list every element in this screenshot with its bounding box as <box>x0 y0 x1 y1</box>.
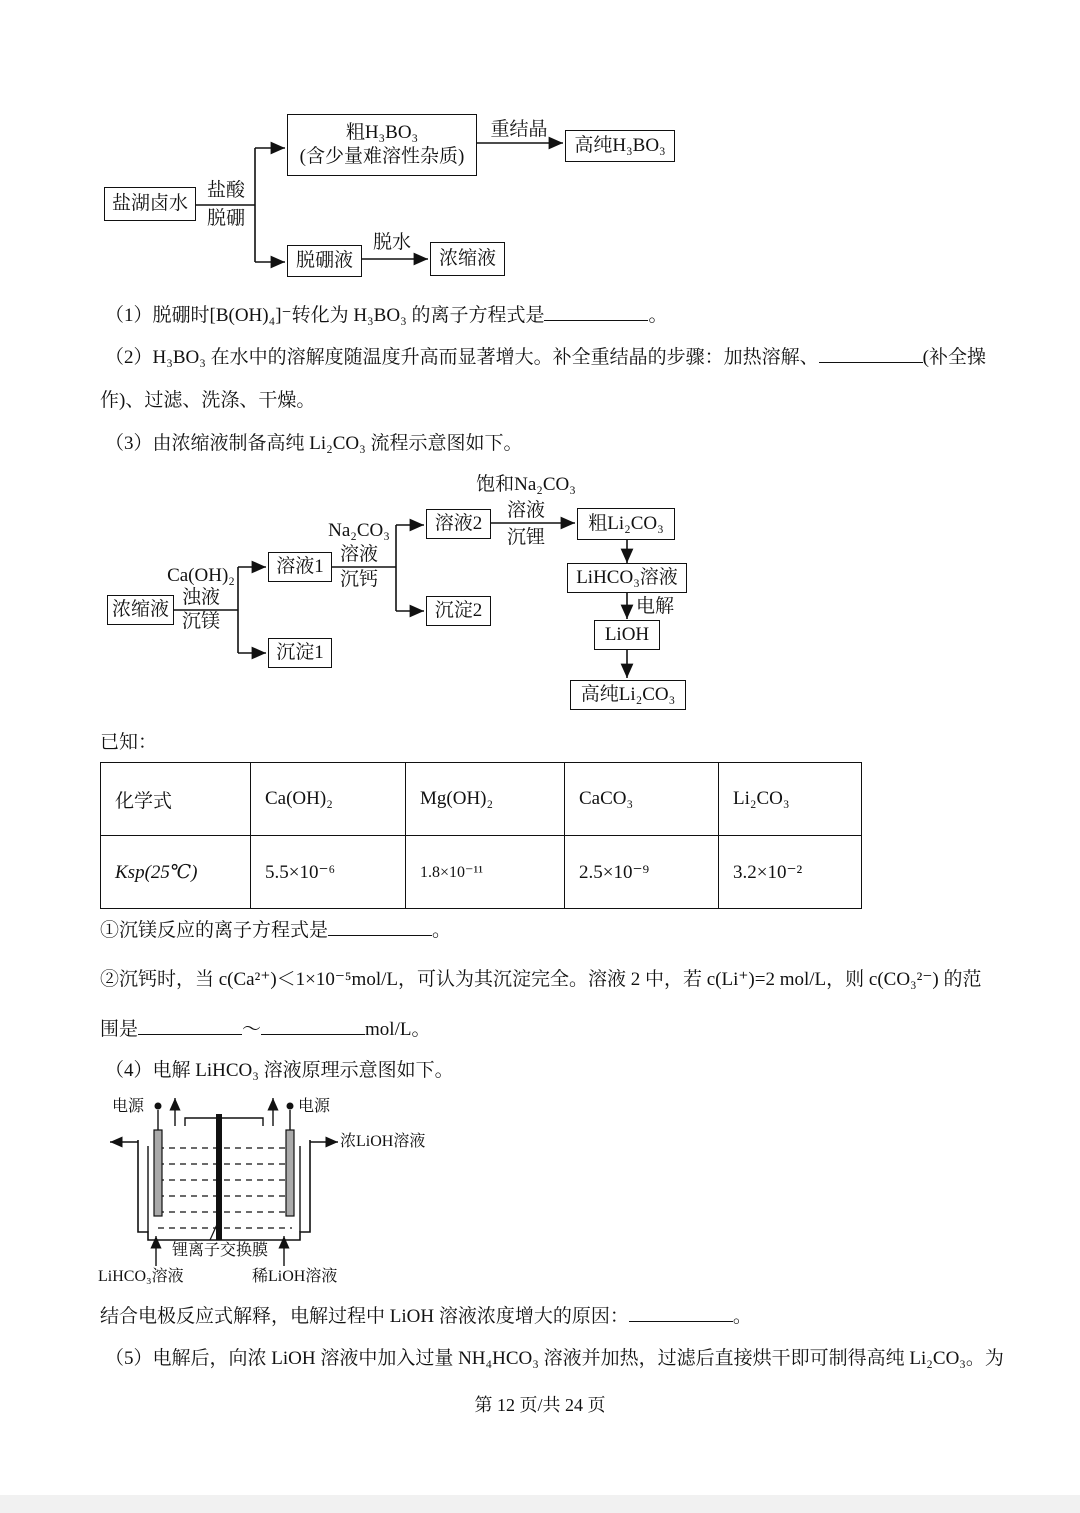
q4-explain-text: 结合电极反应式解释，电解过程中 LiOH 溶液浓度增大的原因： <box>100 1306 629 1327</box>
q1-text: （1）脱硼时[B(OH)₄]⁻转化为 H₃BO₃ 的离子方程式是 <box>105 305 545 326</box>
bottom-bar <box>0 1495 1080 1513</box>
sub2-text: 围是 <box>100 1019 139 1040</box>
lihco3-inlet-label: LiHCO₃溶液 <box>98 1268 184 1285</box>
table-header-row <box>101 763 862 836</box>
deboron-liquid-label: 脱硼液 <box>295 250 353 271</box>
concentrate-label: 浓缩液 <box>438 248 496 269</box>
box-crude-boric-acid <box>287 114 477 176</box>
acid-label: 盐酸 <box>206 180 245 201</box>
crude-note: (含少量难溶性杂质) <box>299 146 465 167</box>
question-1 <box>105 302 667 329</box>
power-left-label: 电源 <box>112 1098 145 1115</box>
sub1-answer-blank[interactable] <box>328 917 432 936</box>
table-cell: Mg(OH)₂ <box>406 763 565 836</box>
table-cell: 1.8×10⁻¹¹ <box>406 836 565 909</box>
deboron-label: 脱硼 <box>206 208 245 229</box>
q4-suffix: 。 <box>732 1306 752 1327</box>
q1-suffix: 。 <box>648 305 668 326</box>
q4-answer-blank[interactable] <box>629 1303 733 1322</box>
membrane-label: 锂离子交换膜 <box>172 1242 269 1259</box>
table-cell: 化学式 <box>101 763 251 836</box>
box-crude-li2co3 <box>577 508 675 540</box>
power-right-label: 电源 <box>298 1098 331 1115</box>
recrystallize-label: 重结晶 <box>490 119 548 140</box>
box-pure-li2co3 <box>570 680 686 710</box>
dehydrate-label: 脱水 <box>372 232 411 253</box>
pure-li-label: 高纯Li₂CO₃ <box>580 684 676 705</box>
box-precip2 <box>426 596 491 626</box>
q2-text: （2）H₃BO₃ 在水中的溶解度随温度升高而显著增大。补全重结晶的步骤：加热溶解、 <box>105 347 819 368</box>
table-cell: CaCO₃ <box>565 763 719 836</box>
reagent2-line1: Na₂CO₃ <box>328 520 390 541</box>
page-footer: 第 12 页/共 24 页 <box>474 1395 606 1415</box>
precip1-label: 沉淀1 <box>276 642 324 663</box>
reagent3-line3: 沉锂 <box>506 527 545 548</box>
sub2-lower-blank[interactable] <box>138 1016 242 1035</box>
precip2-label: 沉淀2 <box>434 600 483 621</box>
table-cell: 2.5×10⁻⁹ <box>565 836 719 909</box>
electrolysis-label: 电解 <box>635 596 674 617</box>
table-cell: Ca(OH)₂ <box>251 763 406 836</box>
question-5: （5）电解后，向浓 LiOH 溶液中加入过量 NH₄HCO₃ 溶液并加热，过滤后直接烘干即可制得高纯 Li₂CO₃。为 <box>105 1348 1004 1369</box>
reagent2-line2: 溶液 <box>339 544 378 565</box>
sub-question-2-line2 <box>100 1016 430 1043</box>
reagent2-line3: 沉钙 <box>339 569 378 590</box>
box-lihco3 <box>567 563 687 593</box>
lioh-label: LiOH <box>604 624 650 645</box>
question-4-intro: （4）电解 LiHCO₃ 溶液原理示意图如下。 <box>105 1060 454 1081</box>
flow1-connectors <box>0 0 1080 300</box>
q2-text-end: (补全操 <box>922 347 986 368</box>
cell-drawing <box>0 1090 1080 1290</box>
lihco3-label: LiHCO₃溶液 <box>576 567 678 588</box>
crude-li-label: 粗Li₂CO₃ <box>588 513 664 534</box>
sub2-upper-blank[interactable] <box>261 1016 365 1035</box>
question-3-intro: （3）由浓缩液制备高纯 Li₂CO₃ 流程示意图如下。 <box>105 433 523 454</box>
crude-label: 粗H₃BO₃ <box>345 122 419 143</box>
box-concentrate <box>430 242 505 276</box>
sub1-text: ①沉镁反应的离子方程式是 <box>100 920 329 941</box>
table-row <box>101 836 862 909</box>
q2-answer-blank[interactable] <box>819 344 923 363</box>
box-pure-boric-acid <box>565 130 675 162</box>
known-label: 已知： <box>100 732 158 753</box>
sub2-unit: mol/L。 <box>365 1019 431 1040</box>
q1-answer-blank[interactable] <box>544 302 648 321</box>
solution2-label: 溶液2 <box>434 513 483 534</box>
pure-label: 高纯H₃BO₃ <box>574 135 666 156</box>
table-cell: Li₂CO₃ <box>719 763 862 836</box>
dilute-lioh-label: 稀LiOH溶液 <box>252 1268 338 1285</box>
table-cell: Ksp(25℃) <box>101 836 251 909</box>
sub-question-1 <box>100 917 451 944</box>
concentrated-lioh-label: 浓LiOH溶液 <box>340 1133 426 1150</box>
concentrate2-label: 浓缩液 <box>111 599 169 620</box>
table-cell: 3.2×10⁻² <box>719 836 862 909</box>
table-cell: 5.5×10⁻⁶ <box>251 836 406 909</box>
box-deboron-liquid <box>287 245 362 277</box>
sub-question-2-line1: ②沉钙时，当 c(Ca²⁺)＜1×10⁻⁵mol/L，可认为其沉淀完全。溶液 2 中，若 c(Li⁺)=2 mol/L，则 c(CO₃²⁻) 的范 <box>100 969 982 990</box>
reagent3-line2: 溶液 <box>506 500 545 521</box>
solution1-label: 溶液1 <box>276 556 324 577</box>
reagent1-line1: Ca(OH)₂ <box>167 565 235 586</box>
question-2-line1 <box>105 344 986 371</box>
box-brine <box>104 187 196 221</box>
question-4-explain <box>100 1303 752 1330</box>
box-lioh <box>594 620 660 650</box>
question-2-line2: 作)、过滤、洗涤、干燥。 <box>100 390 316 411</box>
sub2-range-sep: ～ <box>242 1019 262 1040</box>
box-precip1 <box>268 638 332 668</box>
sub1-suffix: 。 <box>432 920 452 941</box>
reagent3-line1: 饱和Na₂CO₃ <box>476 474 576 495</box>
reagent1-line2: 浊液 <box>181 587 220 608</box>
brine-label: 盐湖卤水 <box>111 193 188 214</box>
ksp-table <box>100 762 862 909</box>
reagent1-line3: 沉镁 <box>181 611 220 632</box>
